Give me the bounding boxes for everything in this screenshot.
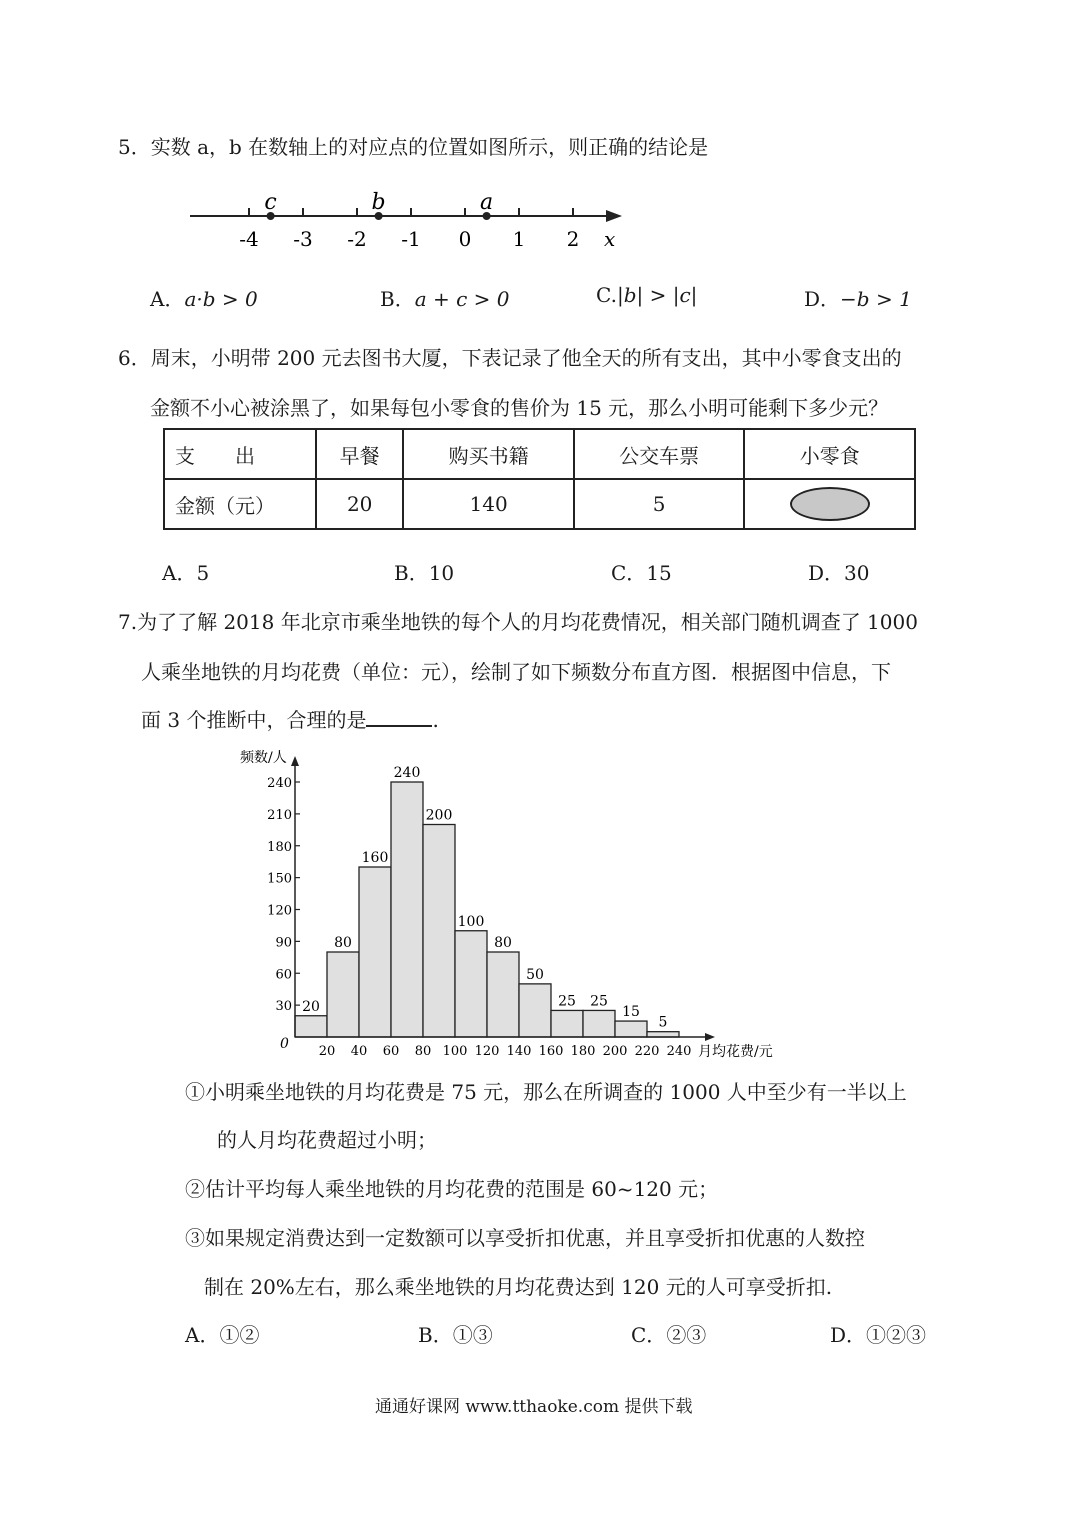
q7-statement-2: ②估计平均每人乘坐地铁的月均花费的范围是 60~120 元； (185, 1177, 719, 1201)
q6-line1: 6．周末，小明带 200 元去图书大厦，下表记录了他全天的所有支出，其中小零食支出的 (118, 346, 902, 370)
table-header-cell: 支 出 (164, 429, 316, 479)
histogram-bar-label: 20 (302, 998, 320, 1015)
q6-option-b (394, 557, 454, 586)
number-line-tick-label: 2 (566, 227, 580, 251)
option-letter: A． (162, 561, 197, 585)
table-row (164, 429, 915, 479)
histogram-bar (615, 1021, 647, 1037)
histogram-bar-label: 25 (590, 993, 608, 1010)
histogram-x-tick-label: 80 (414, 1044, 432, 1059)
number-line-tick-label: -1 (401, 227, 421, 251)
histogram-bar (359, 867, 391, 1037)
option-letter: D． (804, 287, 841, 311)
q5-option-b (380, 283, 510, 312)
option-value: −b > 1 (840, 287, 912, 311)
histogram-origin-label: 0 (280, 1036, 289, 1052)
table-header-cell: 小零食 (744, 429, 915, 479)
histogram-x-tick-label: 40 (350, 1044, 368, 1059)
histogram-x-tick-label: 240 (666, 1044, 692, 1059)
histogram-x-tick-label: 140 (506, 1044, 532, 1059)
q6-line2: 金额不小心被涂黑了，如果每包小零食的售价为 15 元，那么小明可能剩下多少元？ (150, 396, 889, 420)
number-line-axis-label: x (604, 227, 616, 251)
histogram-y-tick-label: 240 (267, 776, 292, 791)
q6-option-d (808, 557, 870, 586)
histogram-bar (295, 1016, 327, 1037)
histogram-x-tick-label: 200 (602, 1044, 628, 1059)
number-line-tick-label: 0 (458, 227, 472, 251)
option-letter: C． (631, 1323, 667, 1347)
table-row (164, 479, 915, 529)
histogram-x-tick-label: 160 (538, 1044, 564, 1059)
q7-line3-end: . (432, 708, 439, 732)
number-line (180, 186, 640, 252)
table-header-cell: 早餐 (316, 429, 403, 479)
histogram-bar-label: 200 (425, 807, 453, 824)
histogram-bar (583, 1010, 615, 1037)
histogram-y-tick-label: 150 (267, 871, 292, 887)
histogram-x-tick-label: 220 (634, 1044, 660, 1059)
option-value: ①③ (452, 1323, 493, 1347)
option-letter: B． (418, 1323, 453, 1347)
histogram-x-arrow (705, 1033, 715, 1041)
option-value: ②③ (666, 1323, 707, 1347)
histogram-y-tick-label: 90 (275, 935, 292, 951)
histogram-bar (391, 782, 423, 1037)
option-letter: C． (611, 561, 647, 585)
table-cell: 金额（元） (164, 479, 316, 529)
q5-option-d (804, 283, 912, 312)
q7-option-d (830, 1319, 926, 1348)
number-line-tick-label: -3 (293, 227, 313, 251)
number-line-tick-label: -2 (347, 227, 367, 251)
histogram-bar-label: 25 (558, 993, 576, 1010)
number-line-point-label: a (480, 190, 494, 215)
option-letter: A． (150, 287, 185, 311)
histogram-x-tick-label: 100 (442, 1044, 468, 1059)
histogram-x-tick-label: 20 (318, 1044, 336, 1059)
option-letter: D． (808, 561, 845, 585)
option-value: 5 (196, 561, 210, 585)
histogram-bar (551, 1010, 583, 1037)
q7-line3-text: 面 3 个推断中，合理的是 (141, 708, 367, 732)
table-cell-blacked-out (744, 479, 915, 529)
number-line-tick-label: -4 (239, 227, 259, 251)
option-value: |b| > |c| (616, 283, 698, 307)
option-value: ①② (219, 1323, 260, 1347)
option-letter: C. (596, 283, 617, 307)
histogram-bar (455, 931, 487, 1037)
table-header-cell: 公交车票 (574, 429, 745, 479)
option-letter: A． (185, 1323, 220, 1347)
table-header-cell: 购买书籍 (403, 429, 574, 479)
histogram-y-tick-label: 30 (275, 999, 292, 1015)
footer-text: 通通好课网 www.tthaoke.com 提供下载 (375, 1397, 693, 1417)
option-letter: D． (830, 1323, 867, 1347)
q7-line3 (141, 704, 439, 733)
q7-line1: 7.为了了解 2018 年北京市乘坐地铁的每个人的月均花费情况，相关部门随机调查了 1000 (118, 610, 918, 634)
number-line-point-label: b (371, 190, 386, 215)
histogram-y-tick-label: 120 (267, 903, 292, 919)
histogram-y-tick-label: 60 (275, 967, 292, 983)
option-value: 10 (428, 561, 455, 585)
number-line-tick-label: 1 (512, 227, 526, 251)
q7-statement-3-cont: 制在 20%左右，那么乘坐地铁的月均花费达到 120 元的人可享受折扣. (204, 1275, 833, 1299)
histogram-bar-label: 50 (526, 966, 544, 983)
q7-option-b (418, 1319, 493, 1348)
option-value: 15 (646, 561, 672, 585)
q7-statement-3: ③如果规定消费达到一定数额可以享受折扣优惠，并且享受折扣优惠的人数控 (185, 1226, 865, 1250)
blacked-out-ellipse (790, 487, 870, 521)
histogram-bar (423, 825, 455, 1038)
histogram-bar (519, 984, 551, 1037)
histogram-bar-label: 80 (494, 935, 512, 951)
histogram-ylabel: 频数/人 (240, 750, 287, 766)
table-cell: 140 (403, 479, 574, 529)
histogram-x-tick-label: 120 (474, 1044, 500, 1059)
histogram-y-tick-label: 210 (267, 807, 292, 823)
q7-line2: 人乘坐地铁的月均花费（单位：元），绘制了如下频数分布直方图．根据图中信息，下 (141, 660, 891, 684)
expense-table (163, 428, 916, 530)
option-letter: B． (394, 561, 429, 585)
option-value: ①②③ (866, 1323, 927, 1347)
histogram-bar-label: 15 (622, 1004, 640, 1021)
histogram-bar (487, 952, 519, 1037)
q7-statement-1-cont: 的人月均花费超过小明； (217, 1128, 437, 1152)
number-line-arrow (606, 210, 622, 222)
histogram-bar-label: 240 (393, 765, 421, 781)
q6-option-c (611, 557, 672, 586)
histogram-chart (230, 740, 790, 1065)
q5-option-c (596, 283, 697, 307)
q5-option-a (150, 283, 258, 312)
histogram-bar-label: 100 (457, 913, 485, 930)
q5-stem: 5．实数 a，b 在数轴上的对应点的位置如图所示，则正确的结论是 (118, 135, 709, 159)
option-value: a·b > 0 (184, 287, 258, 311)
histogram-xlabel: 月均花费/元 (698, 1044, 773, 1060)
q7-option-c (631, 1319, 706, 1348)
histogram-x-tick-label: 180 (570, 1044, 596, 1059)
q6-option-a (162, 557, 209, 586)
histogram-bar (327, 952, 359, 1037)
histogram-bar (647, 1032, 679, 1037)
histogram-bar-label: 5 (658, 1014, 668, 1031)
q7-statement-1: ①小明乘坐地铁的月均花费是 75 元，那么在所调查的 1000 人中至少有一半以上 (185, 1080, 907, 1104)
answer-blank (366, 707, 432, 727)
histogram-bar-label: 80 (334, 935, 352, 951)
table-cell: 20 (316, 479, 403, 529)
q7-option-a (185, 1319, 259, 1348)
number-line-point-label: c (264, 190, 277, 215)
histogram-y-arrow (291, 756, 299, 766)
option-value: 30 (844, 561, 870, 585)
histogram-y-tick-label: 180 (267, 839, 292, 855)
histogram-x-tick-label: 60 (382, 1044, 400, 1059)
option-value: a + c > 0 (414, 287, 510, 311)
histogram-bar-label: 160 (361, 850, 389, 866)
option-letter: B． (380, 287, 415, 311)
table-cell: 5 (574, 479, 745, 529)
